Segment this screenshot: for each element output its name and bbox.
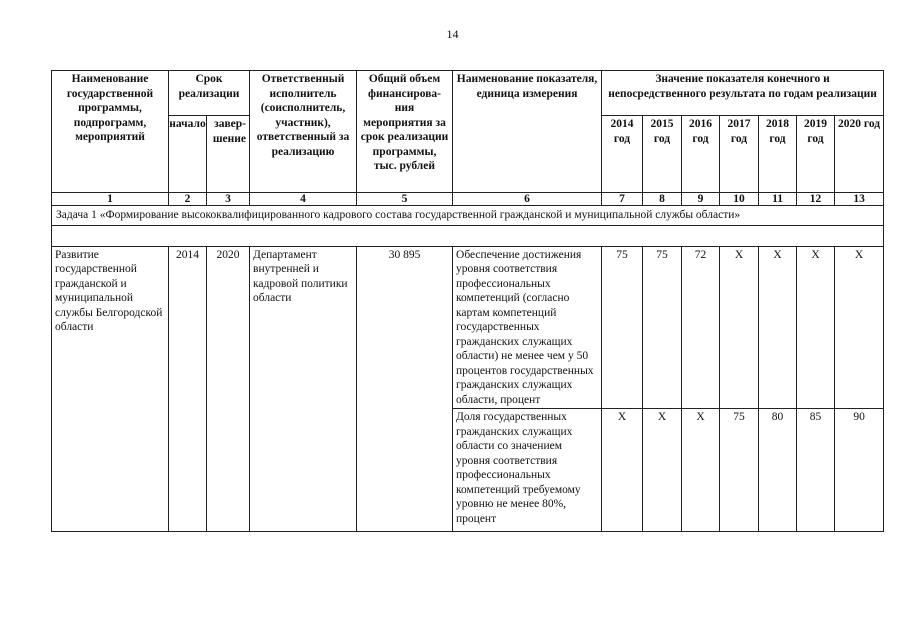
header-year-2018: 2018 год: [759, 116, 797, 193]
header-start: начало: [169, 116, 207, 193]
header-year-2015: 2015 год: [643, 116, 682, 193]
indicator-value: X: [602, 409, 643, 532]
indicator-value: 90: [835, 409, 884, 532]
indicator-value: X: [835, 246, 884, 409]
table-row: [52, 246, 884, 409]
header-values: Значение показателя конечного и непосредственного результата по годам реализации: [602, 71, 884, 116]
page-number: 14: [446, 27, 459, 41]
column-number: 1: [52, 193, 169, 206]
column-number: 6: [453, 193, 602, 206]
header-indicator: Наименование показателя, единица измерения: [453, 71, 602, 193]
executor: Департамент внутренней и кадровой политики области: [250, 246, 357, 532]
indicator-name: Доля государственных гражданских служащих области со значением уровня соответствия профессиональных компетенций требуемому уровню не менее 80%, процент: [453, 409, 602, 532]
header-program-name: Наименование государственной программы, подпрограмм, мероприятий: [52, 71, 169, 193]
indicators-table: [51, 70, 884, 532]
column-number: 5: [357, 193, 453, 206]
column-number: 8: [643, 193, 682, 206]
indicator-value: X: [643, 409, 682, 532]
header-year-2014: 2014 год: [602, 116, 643, 193]
header-year-2016: 2016 год: [682, 116, 720, 193]
column-number: 9: [682, 193, 720, 206]
header-term: Срок реализации: [169, 71, 250, 116]
indicator-value: 85: [797, 409, 835, 532]
start-year: 2014: [169, 246, 207, 532]
header-executor: Ответственный исполнитель (соисполнитель, участник), ответственный за реализацию: [250, 71, 357, 193]
column-number: 4: [250, 193, 357, 206]
indicator-value: 75: [643, 246, 682, 409]
column-number: 2: [169, 193, 207, 206]
indicator-value: 75: [602, 246, 643, 409]
header-year-2017: 2017 год: [720, 116, 759, 193]
column-number: 7: [602, 193, 643, 206]
column-number: 10: [720, 193, 759, 206]
header-row-1: [52, 71, 884, 116]
header-end: завер-шение: [207, 116, 250, 193]
task-row: [52, 206, 884, 226]
column-number: 3: [207, 193, 250, 206]
task-title: Задача 1 «Формирование высококвалифицированного кадрового состава государственной гражданской и муниципальной службы области»: [52, 206, 884, 226]
header-funding: Общий объем финансирова-ния мероприятия за срок реализации программы, тыс. рублей: [357, 71, 453, 193]
end-year: 2020: [207, 246, 250, 532]
program-name: Развитие государственной гражданской и муниципальной службы Белгородской области: [52, 246, 169, 532]
header-year-2019: 2019 год: [797, 116, 835, 193]
header-year-2020: 2020 год: [835, 116, 884, 193]
indicator-value: X: [720, 246, 759, 409]
spacer-row: [52, 225, 884, 246]
indicator-name: Обеспечение достижения уровня соответствия профессиональных компетенций (согласно картам компетенций государственных гражданских служащих области) не менее чем у 50 процентов государственных гражданских служащих области, процент: [453, 246, 602, 409]
indicator-value: X: [682, 409, 720, 532]
indicator-value: 72: [682, 246, 720, 409]
indicator-value: X: [797, 246, 835, 409]
column-number: 13: [835, 193, 884, 206]
indicator-value: 80: [759, 409, 797, 532]
indicator-value: 75: [720, 409, 759, 532]
funding: 30 895: [357, 246, 453, 532]
spacer-cell: [52, 225, 884, 246]
column-number: 11: [759, 193, 797, 206]
indicator-value: X: [759, 246, 797, 409]
column-number: 12: [797, 193, 835, 206]
column-numbers-row: [52, 193, 884, 206]
